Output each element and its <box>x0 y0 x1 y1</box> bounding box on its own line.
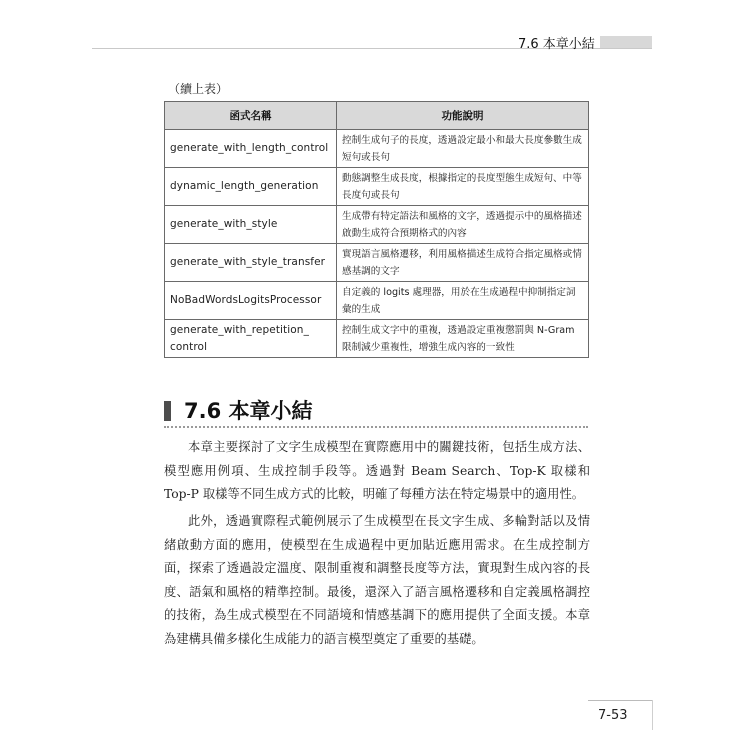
function-name-cell: generate_with_repetition_ control <box>165 320 337 358</box>
table-row <box>165 244 589 282</box>
function-description-cell: 生成帶有特定語法和風格的文字，透過提示中的風格描述啟動生成符合預期格式的內容 <box>337 206 589 244</box>
function-name-cell: dynamic_length_generation <box>165 168 337 206</box>
footer-side-rule <box>652 700 653 730</box>
section-marker-bar <box>164 401 171 421</box>
table-header-row <box>165 102 589 130</box>
table-row <box>165 168 589 206</box>
function-name-cell: generate_with_length_control <box>165 130 337 168</box>
column-header-description: 功能說明 <box>337 102 589 130</box>
header-shade-bar <box>600 36 652 48</box>
running-header-title: 7.6 本章小結 <box>518 37 595 52</box>
section-title: 7.6 本章小結 <box>184 399 313 423</box>
summary-paragraph-1: 本章主要探討了文字生成模型在實際應用中的關鍵技術，包括生成方法、模型應用例項、生成控制手段等。透過對 Beam Search、Top-K 取樣和 Top-P 取樣等不同生成方式的比較，明確了每種方法在特定場景中的適用性。 <box>164 440 590 501</box>
table-row <box>165 206 589 244</box>
page-number: 7-53 <box>598 708 628 723</box>
function-description-cell: 實現語言風格遷移，利用風格描述生成符合指定風格或情感基調的文字 <box>337 244 589 282</box>
table-row <box>165 282 589 320</box>
summary-paragraph-2: 此外，透過實際程式範例展示了生成模型在長文字生成、多輪對話以及情緒啟動方面的應用，使模型在生成過程中更加貼近應用需求。在生成控制方面，探索了透過設定溫度、限制重複和調整長度等方法，實現對生成內容的長度、語氣和風格的精準控制。最後，還深入了語言風格遷移和自定義風格調控的技術，為生成式模型在不同語境和情感基調下的應用提供了全面支援。本章為建構具備多樣化生成能力的語言模型奠定了重要的基礎。 <box>164 514 590 646</box>
section-dotted-rule <box>164 426 588 428</box>
table-continued-label: （續上表） <box>168 82 229 96</box>
function-description-cell: 自定義的 logits 處理器，用於在生成過程中抑制指定詞彙的生成 <box>337 282 589 320</box>
function-description-cell: 控制生成句子的長度，透過設定最小和最大長度參數生成短句或長句 <box>337 130 589 168</box>
function-name-cell: NoBadWordsLogitsProcessor <box>165 282 337 320</box>
column-header-function-name: 函式名稱 <box>165 102 337 130</box>
function-table <box>164 101 589 358</box>
function-description-cell: 控制生成文字中的重複，透過設定重複懲罰與 N-Gram 限制減少重複性，增強生成內容的一致性 <box>337 320 589 358</box>
function-description-cell: 動態調整生成長度，根據指定的長度型態生成短句、中等長度句或長句 <box>337 168 589 206</box>
table-row <box>165 320 589 358</box>
table-row <box>165 130 589 168</box>
footer-rule <box>588 700 652 701</box>
function-name-cell: generate_with_style <box>165 206 337 244</box>
function-name-cell: generate_with_style_transfer <box>165 244 337 282</box>
